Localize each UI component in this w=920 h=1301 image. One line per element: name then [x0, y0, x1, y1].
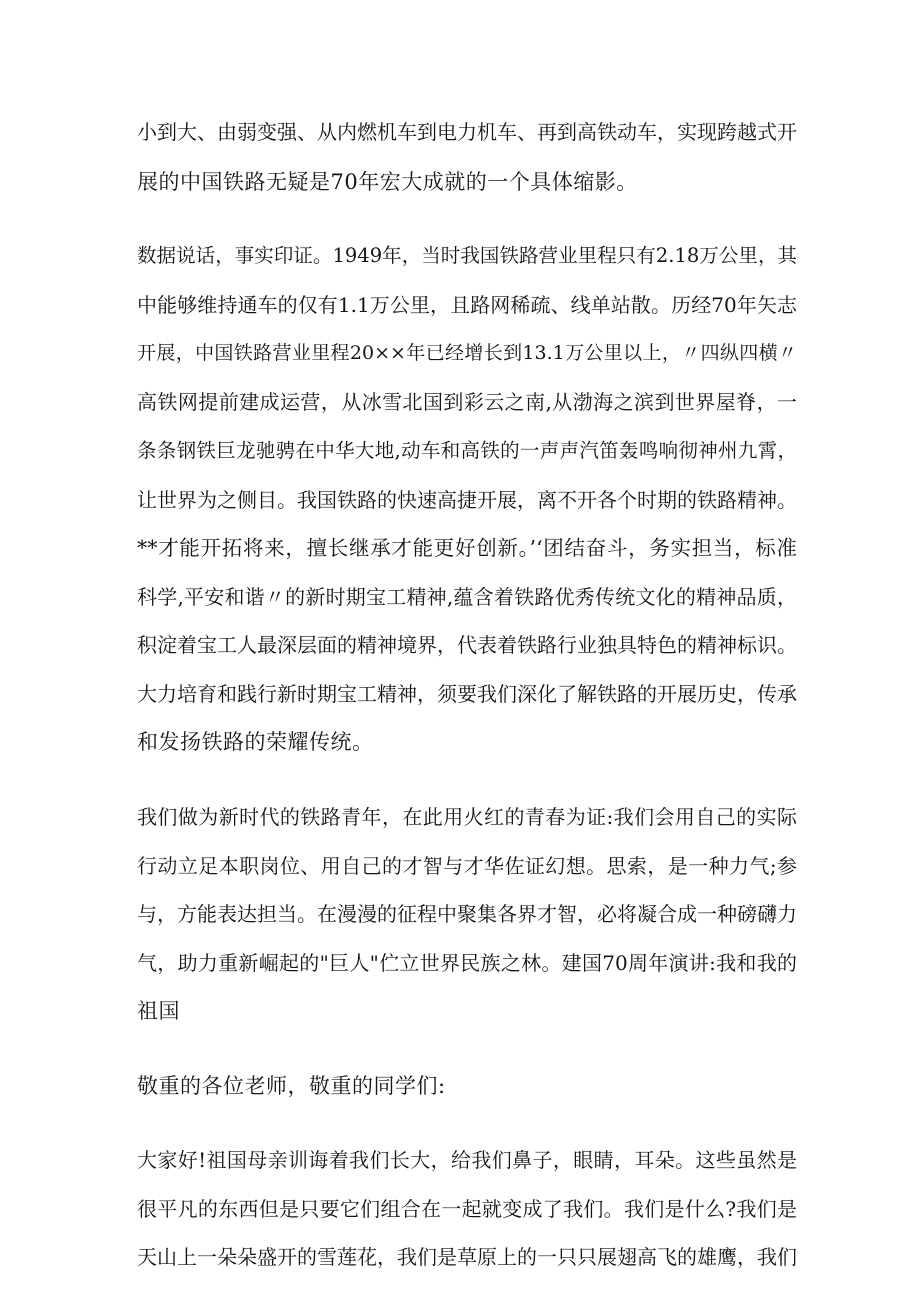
text-line: **才能开拓将来，擅长继承才能更好创新。’‘团结奋斗，务实担当，标准 — [137, 536, 797, 560]
text-line: 大力培育和践行新时期宝工精神，须要我们深化了解铁路的开展历史，传承 — [137, 682, 797, 706]
text-line: 天山上一朵朵盛开的雪莲花，我们是草原上的一只只展翅高飞的雄鹰，我们 — [137, 1245, 797, 1269]
text-line: 和发扬铁路的荣耀传统。 — [137, 730, 374, 754]
text-line: 开展，中国铁路营业里程20××年已经增长到13.1万公里以上，〃四纵四横〃 — [137, 342, 797, 364]
text-line: 与，方能表达担当。在漫漫的征程中聚集各界才智，必将凝合成一种磅礴力 — [137, 902, 797, 926]
text-line: 数据说话，事实印证。1949年，当时我国铁路营业里程只有2.18万公里，其 — [137, 244, 797, 267]
text-line: 条条钢铁巨龙驰骋在中华大地,动车和高铁的一声声汽笛轰鸣响彻神州九霄， — [137, 439, 797, 462]
text-line: 高铁网提前建成运营，从冰雪北国到彩云之南,从渤海之滨到世界屋脊，一 — [137, 390, 797, 414]
text-line: 中能够维持通车的仅有1.1万公里，且路网稀疏、线单站散。历经70年矢志 — [137, 293, 797, 317]
text-line: 小到大、由弱变强、从内燃机车到电力机车、再到高铁动车，实现跨越式开 — [137, 120, 797, 144]
text-line: 行动立足本职岗位、用自己的才智与才华佐证幻想。思索，是一种力气;参 — [137, 854, 797, 878]
text-line: 科学,平安和谐〃的新时期宝工精神,蕴含着铁路优秀传统文化的精神品质， — [137, 585, 797, 609]
text-line: 敬重的各位老师，敬重的同学们: — [137, 1074, 446, 1098]
text-line: 大家好!祖国母亲训诲着我们长大，给我们鼻子，眼睛，耳朵。这些虽然是 — [137, 1148, 797, 1172]
text-line: 展的中国铁路无疑是70年宏大成就的一个具体缩影。 — [137, 170, 638, 194]
text-line: 气，助力重新崛起的"巨人"伫立世界民族之林。建国70周年演讲:我和我的 — [137, 951, 797, 975]
text-line: 积淀着宝工人最深层面的精神境界，代表着铁路行业独具特色的精神标识。 — [137, 633, 797, 657]
text-line: 我们做为新时代的铁路青年，在此用火红的青春为证:我们会用自己的实际 — [137, 805, 797, 829]
text-line: 祖国 — [137, 999, 180, 1023]
text-line: 让世界为之侧目。我国铁路的快速高捷开展，离不开各个时期的铁路精神。 — [137, 488, 797, 512]
text-line: 很平凡的东西但是只要它们组合在一起就变成了我们。我们是什么?我们是 — [137, 1197, 797, 1221]
